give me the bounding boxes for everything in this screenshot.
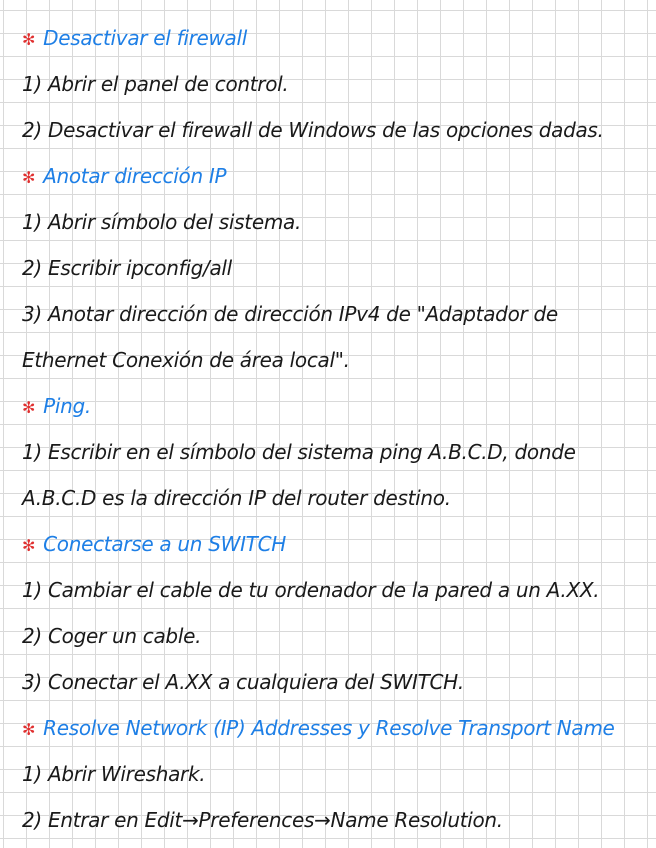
line-text: 2) Entrar en Edit→Preferences→Name Resolution. (22, 808, 503, 832)
line-text: A.B.C.D es la dirección IP del router destino. (22, 486, 451, 510)
line-text: 1) Cambiar el cable de tu ordenador de la pared a un A.XX. (22, 578, 600, 602)
note-line (22, 245, 646, 291)
line-text: 3) Conectar el A.XX a cualquiera del SWITCH. (22, 670, 464, 694)
note-line (22, 199, 646, 245)
section-heading (22, 705, 646, 751)
line-text: 2) Desactivar el firewall de Windows de las opciones dadas. (22, 118, 604, 142)
note-line (22, 337, 646, 383)
note-line (22, 475, 646, 521)
note-line (22, 429, 646, 475)
asterisk-bullet-icon: ✻ (22, 535, 36, 555)
line-text: 1) Abrir símbolo del sistema. (22, 210, 302, 234)
note-line (22, 797, 646, 843)
section-heading (22, 153, 646, 199)
heading-text: Anotar dirección IP (43, 164, 227, 188)
line-text: Ethernet Conexión de área local". (22, 348, 350, 372)
note-line (22, 291, 646, 337)
line-text: 2) Coger un cable. (22, 624, 202, 648)
heading-text: Conectarse a un SWITCH (43, 532, 287, 556)
asterisk-bullet-icon: ✻ (22, 29, 36, 49)
note-line (22, 751, 646, 797)
heading-text: Ping. (43, 394, 91, 418)
asterisk-bullet-icon: ✻ (22, 167, 36, 187)
line-text: 2) Escribir ipconfig/all (22, 256, 232, 280)
line-text: 1) Abrir el panel de control. (22, 72, 289, 96)
line-text: 1) Abrir Wireshark. (22, 762, 206, 786)
section-heading (22, 383, 646, 429)
section-heading (22, 521, 646, 567)
note-line (22, 567, 646, 613)
note-line (22, 107, 646, 153)
line-text: 1) Escribir en el símbolo del sistema ping A.B.C.D, donde (22, 440, 576, 464)
asterisk-bullet-icon: ✻ (22, 719, 36, 739)
section-heading (22, 15, 646, 61)
asterisk-bullet-icon: ✻ (22, 397, 36, 417)
heading-text: Resolve Network (IP) Addresses y Resolve Transport Name (43, 716, 615, 740)
note-line (22, 659, 646, 705)
heading-text: Desactivar el firewall (43, 26, 248, 50)
note-line (22, 61, 646, 107)
line-text: 3) Anotar dirección de dirección IPv4 de "Adaptador de (22, 302, 558, 326)
note-line (22, 613, 646, 659)
